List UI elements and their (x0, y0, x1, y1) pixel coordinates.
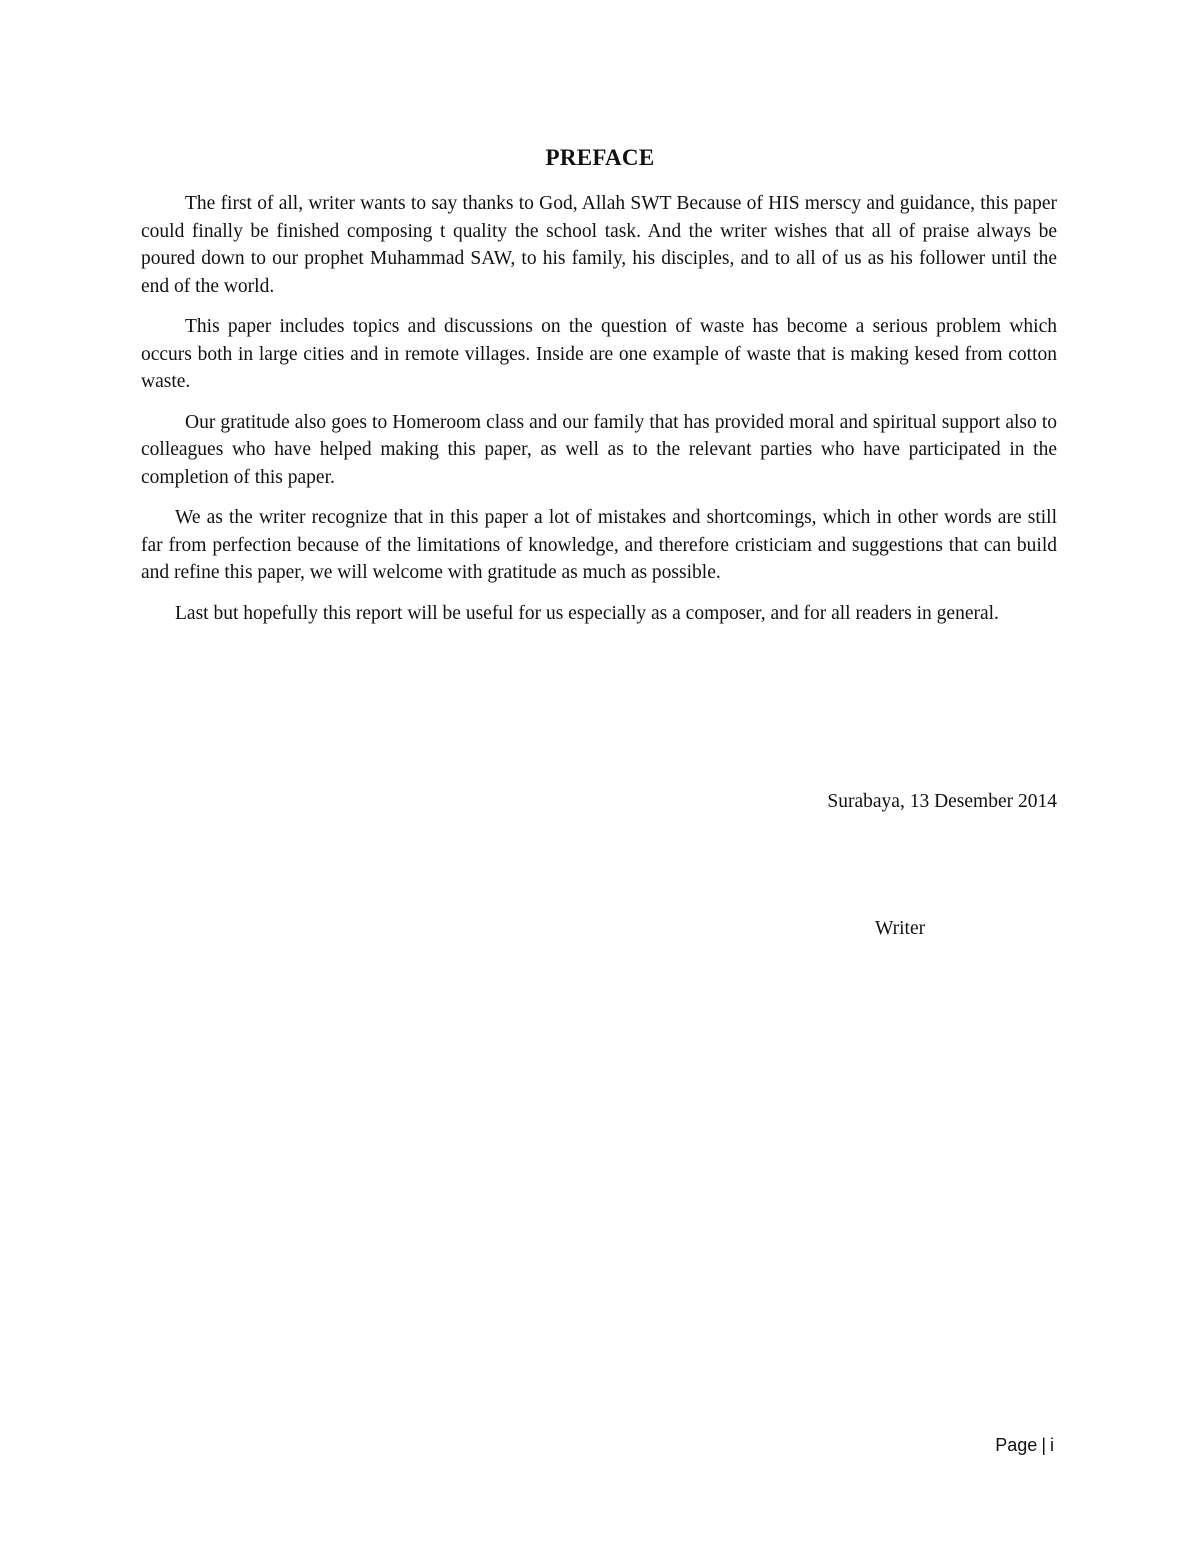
paragraph-3: Our gratitude also goes to Homeroom class and our family that has provided moral and spiritual support also to colleagues who have helped making this paper, as well as to the relevant parties who have participated in the completion of this paper. (141, 411, 1057, 488)
page-title: PREFACE (545, 145, 655, 170)
paragraph-2: This paper includes topics and discussions on the question of waste has become a serious problem which occurs both in large cities and in remote villages. Inside are one example of waste that is making kesed from cotton waste. (141, 316, 1057, 392)
paragraph-5: Last but hopefully this report will be useful for us especially as a composer, and for all readers in general. (175, 602, 999, 624)
paragraph-1: The first of all, writer wants to say thanks to God, Allah SWT Because of HIS merscy and guidance, this paper could finally be finished composing t quality the school task. And the writer wishes that all of praise always be poured down to our prophet Muhammad SAW, to his family, his disciples, and to all of us as his follower until the end of the world. (141, 193, 1057, 297)
page-number: i (1050, 1435, 1054, 1455)
page-separator: | (1041, 1435, 1046, 1455)
page-label: Page (995, 1435, 1038, 1455)
paragraph-4: We as the writer recognize that in this paper a lot of mistakes and shortcomings, which in other words are still far from perfection because of the limitations of knowledge, and therefore cristiciam and suggestions that can build and refine this paper, we will welcome with gratitude as much as possible. (141, 507, 1057, 583)
page-footer (995, 1432, 1054, 1458)
place-date: Surabaya, 13 Desember 2014 (827, 791, 1057, 812)
preface-body (141, 190, 1057, 640)
signature-writer: Writer (875, 918, 926, 939)
